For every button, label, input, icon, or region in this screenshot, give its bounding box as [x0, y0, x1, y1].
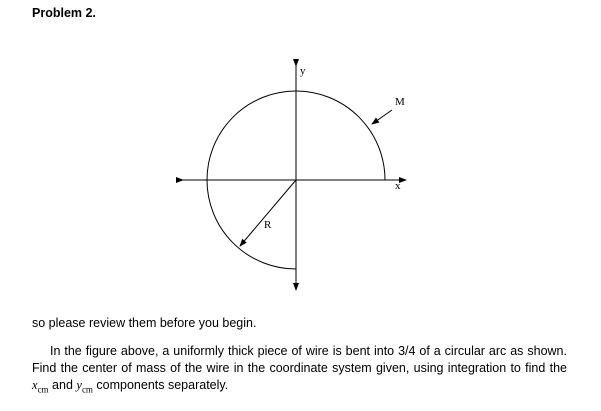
- problem-paragraph: [32, 343, 567, 394]
- xcm-symbol: $x_{cm}$: [32, 378, 49, 395]
- paragraph-part-3: components separately.: [92, 378, 229, 392]
- radius-arrow: [240, 180, 296, 246]
- radius-label: R: [264, 219, 272, 231]
- problem-heading: Problem 2.: [32, 6, 96, 20]
- review-note: so please review them before you begin.: [32, 316, 257, 330]
- paragraph-part-2: and: [48, 378, 77, 392]
- ycm-symbol: $y_{cm}$: [76, 378, 93, 395]
- x-axis-label: x: [395, 180, 401, 192]
- mass-pointer-arrow: [372, 110, 392, 124]
- paragraph-part-1: In the figure above, a uniformly thick piece of wire is bent into 3/4 of a circular arc as shown. Find the center of mass of the wire in the coordinate system given, using integration to find the: [32, 344, 567, 375]
- mass-label: M: [395, 96, 405, 108]
- y-axis-label: y: [300, 65, 306, 77]
